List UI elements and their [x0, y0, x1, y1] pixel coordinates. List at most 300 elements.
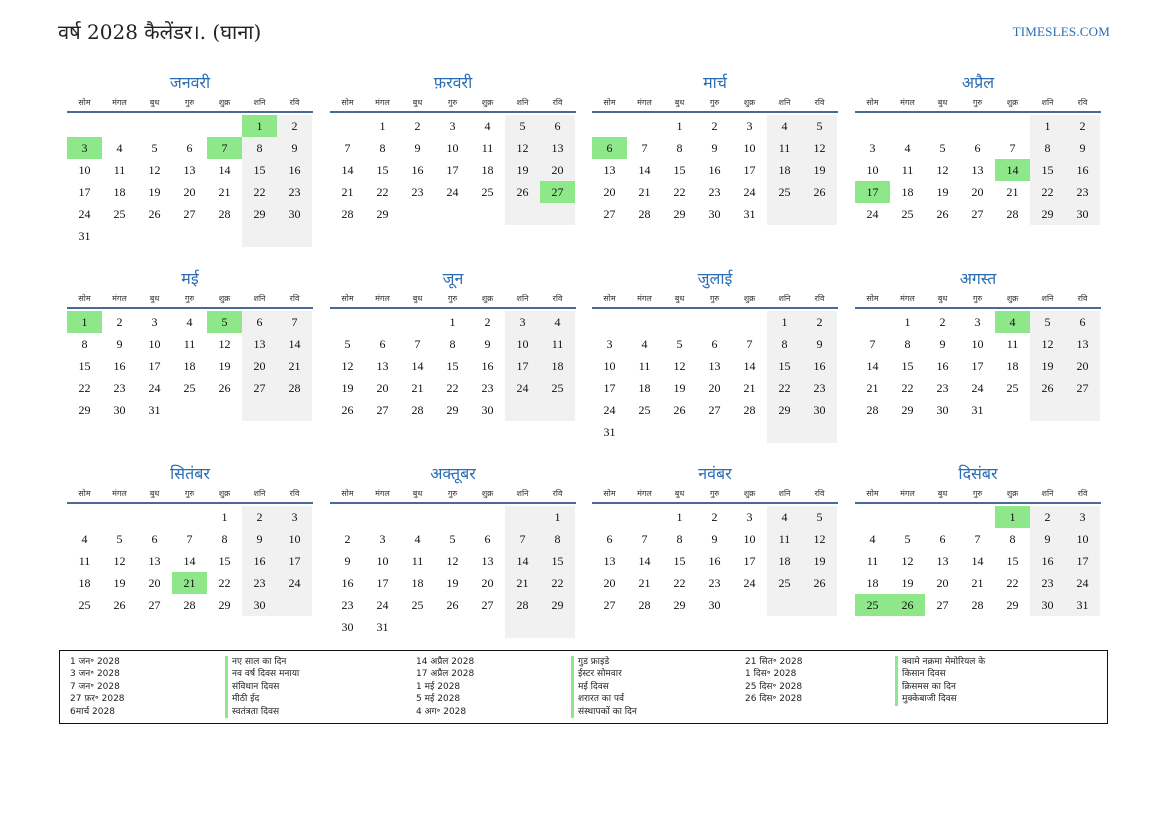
legend-date: 1 जन॰ 2028: [70, 657, 120, 667]
day-cell: 14: [638, 163, 651, 177]
empty-day-cell: [400, 311, 435, 333]
weekday-label: गुरु: [184, 98, 195, 107]
holiday-day-cell: 1: [995, 506, 1030, 528]
day-cell: 18: [78, 576, 91, 590]
day-cell: 2: [1030, 506, 1065, 528]
empty-day-cell: [172, 115, 207, 137]
day-cell: 12: [218, 337, 231, 351]
day-cell: 6: [484, 532, 491, 546]
day-cell: 18: [767, 159, 802, 181]
day-cell: 13: [603, 163, 616, 177]
day-cell: 19: [802, 159, 837, 181]
legend-date: 5 मई 2028: [416, 694, 461, 705]
day-cell: 29: [376, 207, 389, 221]
day-cell: 9: [1030, 528, 1065, 550]
day-cell: 11: [767, 528, 802, 550]
weekday-label: शनि: [1041, 294, 1054, 303]
legend-dates-col-2: [416, 656, 474, 718]
day-cell: 26: [446, 598, 459, 612]
day-cell: 14: [277, 333, 312, 355]
day-cell: 4: [869, 532, 876, 546]
day-cell: 17: [1065, 550, 1100, 572]
day-cell: 13: [1065, 333, 1100, 355]
weekday-label: शुक्र: [743, 489, 756, 498]
empty-day-cell: [470, 616, 505, 638]
weekday-label: बुध: [674, 294, 685, 303]
weekday-label: मंगल: [112, 489, 127, 498]
day-cell: 19: [341, 381, 354, 395]
day-cell: 18: [1006, 359, 1019, 373]
day-cell: 2: [711, 510, 718, 524]
day-cell: 4: [414, 532, 421, 546]
day-cell: 12: [341, 359, 354, 373]
day-cell: 15: [767, 355, 802, 377]
day-cell: 1: [1030, 115, 1065, 137]
weekday-header: [592, 97, 838, 113]
day-cell: 26: [148, 207, 161, 221]
day-cell: 23: [341, 598, 354, 612]
empty-day-cell: [505, 203, 540, 225]
weekday-label: गुरु: [972, 294, 983, 303]
day-cell: 7: [505, 528, 540, 550]
empty-day-cell: [102, 506, 137, 528]
month-name: मई: [181, 269, 199, 288]
day-cell: 29: [540, 594, 575, 616]
empty-day-cell: [277, 594, 312, 616]
day-cell: 24: [866, 207, 879, 221]
day-cell: 16: [708, 554, 721, 568]
day-cell: 17: [505, 355, 540, 377]
empty-day-cell: [627, 506, 662, 528]
day-cell: 3: [449, 119, 456, 133]
empty-day-cell: [767, 594, 802, 616]
weekday-label: बुध: [674, 98, 685, 107]
weekday-label: शुक्र: [1006, 489, 1019, 498]
month-calendar: [330, 269, 576, 421]
day-cell: 2: [484, 315, 491, 329]
empty-day-cell: [802, 421, 837, 443]
day-cell: 27: [376, 403, 389, 417]
day-cell: 22: [78, 381, 91, 395]
day-cell: 23: [277, 181, 312, 203]
day-cell: 30: [936, 403, 949, 417]
weekday-header: [330, 488, 576, 504]
day-cell: 8: [221, 532, 228, 546]
day-cell: 6: [540, 115, 575, 137]
weekday-label: सोम: [866, 489, 879, 498]
day-cell: 8: [540, 528, 575, 550]
day-cell: 16: [481, 359, 494, 373]
day-cell: 27: [603, 207, 616, 221]
day-cell: 23: [708, 576, 721, 590]
empty-day-cell: [802, 594, 837, 616]
day-cell: 21: [866, 381, 879, 395]
day-cell: 15: [446, 359, 459, 373]
day-cell: 26: [1030, 377, 1065, 399]
day-cell: 29: [673, 598, 686, 612]
weekday-label: सोम: [78, 98, 91, 107]
day-cell: 13: [708, 359, 721, 373]
weekday-label: सोम: [603, 98, 616, 107]
day-cell: 9: [414, 141, 421, 155]
days-grid: [67, 115, 313, 247]
empty-day-cell: [67, 506, 102, 528]
empty-day-cell: [505, 399, 540, 421]
day-cell: 5: [802, 115, 837, 137]
day-cell: 16: [708, 163, 721, 177]
day-cell: 29: [1030, 203, 1065, 225]
day-cell: 7: [1009, 141, 1016, 155]
empty-day-cell: [1065, 399, 1100, 421]
day-cell: 12: [936, 163, 949, 177]
day-cell: 27: [148, 598, 161, 612]
day-cell: 3: [606, 337, 613, 351]
month-calendar: [330, 73, 576, 225]
day-cell: 26: [802, 181, 837, 203]
day-cell: 8: [767, 333, 802, 355]
day-cell: 6: [606, 532, 613, 546]
weekday-label: मंगल: [112, 294, 127, 303]
weekday-label: रवि: [552, 294, 563, 303]
empty-day-cell: [277, 225, 312, 247]
empty-day-cell: [732, 421, 767, 443]
empty-day-cell: [767, 421, 802, 443]
day-cell: 2: [711, 119, 718, 133]
holiday-day-cell: 4: [995, 311, 1030, 333]
month-name: अप्रैल: [961, 73, 995, 92]
day-cell: 17: [148, 359, 161, 373]
day-cell: 26: [673, 403, 686, 417]
empty-day-cell: [662, 421, 697, 443]
weekday-label: सोम: [866, 294, 879, 303]
empty-day-cell: [890, 115, 925, 137]
weekday-label: गुरु: [709, 98, 720, 107]
day-cell: 13: [971, 163, 984, 177]
day-cell: 18: [866, 576, 879, 590]
day-cell: 3: [746, 119, 753, 133]
day-cell: 9: [344, 554, 351, 568]
weekday-label: सोम: [78, 294, 91, 303]
day-cell: 2: [414, 119, 421, 133]
empty-day-cell: [925, 506, 960, 528]
day-cell: 20: [971, 185, 984, 199]
day-cell: 21: [743, 381, 756, 395]
holiday-day-cell: 14: [995, 159, 1030, 181]
day-cell: 24: [743, 185, 756, 199]
weekday-label: बुध: [674, 489, 685, 498]
weekday-label: बुध: [412, 294, 423, 303]
weekday-header: [67, 488, 313, 504]
month-name: जनवरी: [169, 73, 211, 92]
day-cell: 3: [1065, 506, 1100, 528]
weekday-label: शुक्र: [481, 489, 494, 498]
day-cell: 19: [673, 381, 686, 395]
empty-day-cell: [400, 616, 435, 638]
legend-holiday-name: मई दिवस: [571, 681, 637, 693]
month-name: अगस्त: [959, 269, 997, 288]
empty-day-cell: [470, 203, 505, 225]
day-cell: 28: [505, 594, 540, 616]
weekday-label: रवि: [1077, 489, 1088, 498]
legend-holiday-name: नव वर्ष दिवस मनाया: [225, 668, 299, 680]
day-cell: 15: [242, 159, 277, 181]
day-cell: 5: [939, 141, 946, 155]
day-cell: 6: [242, 311, 277, 333]
day-cell: 31: [148, 403, 161, 417]
day-cell: 25: [183, 381, 196, 395]
day-cell: 15: [1030, 159, 1065, 181]
month-calendar: [855, 73, 1101, 225]
weekday-label: शुक्र: [218, 489, 231, 498]
day-cell: 20: [540, 159, 575, 181]
day-cell: 29: [673, 207, 686, 221]
day-cell: 23: [708, 185, 721, 199]
empty-day-cell: [277, 399, 312, 421]
empty-day-cell: [67, 115, 102, 137]
day-cell: 4: [81, 532, 88, 546]
day-cell: 29: [218, 598, 231, 612]
empty-day-cell: [960, 506, 995, 528]
empty-day-cell: [540, 203, 575, 225]
day-cell: 3: [746, 510, 753, 524]
day-cell: 19: [113, 576, 126, 590]
day-cell: 3: [869, 141, 876, 155]
empty-day-cell: [242, 399, 277, 421]
site-link[interactable]: TIMESLES.COM: [1012, 24, 1110, 39]
day-cell: 10: [743, 532, 756, 546]
day-cell: 26: [505, 181, 540, 203]
day-cell: 13: [376, 359, 389, 373]
day-cell: 18: [540, 355, 575, 377]
day-cell: 24: [376, 598, 389, 612]
day-cell: 28: [743, 403, 756, 417]
day-cell: 18: [901, 185, 914, 199]
day-cell: 24: [743, 576, 756, 590]
day-cell: 30: [708, 207, 721, 221]
day-cell: 6: [711, 337, 718, 351]
day-cell: 29: [78, 403, 91, 417]
day-cell: 20: [183, 185, 196, 199]
weekday-label: सोम: [341, 489, 354, 498]
day-cell: 25: [901, 207, 914, 221]
day-cell: 4: [767, 506, 802, 528]
day-cell: 30: [341, 620, 354, 634]
day-cell: 10: [376, 554, 389, 568]
legend-date: 1 दिस॰ 2028: [745, 669, 797, 680]
day-cell: 10: [78, 163, 91, 177]
day-cell: 21: [505, 572, 540, 594]
empty-day-cell: [697, 311, 732, 333]
day-cell: 30: [708, 598, 721, 612]
day-cell: 20: [936, 576, 949, 590]
day-cell: 2: [802, 311, 837, 333]
day-cell: 19: [802, 550, 837, 572]
weekday-header: [67, 97, 313, 113]
day-cell: 12: [1030, 333, 1065, 355]
legend-holiday-name: नए साल का दिन: [225, 656, 299, 668]
empty-day-cell: [137, 115, 172, 137]
legend-holiday-name: गुड फ्राइडे: [571, 656, 637, 668]
weekday-label: बुध: [937, 98, 948, 107]
weekday-label: गुरु: [184, 294, 195, 303]
day-cell: 16: [113, 359, 126, 373]
weekday-header: [855, 97, 1101, 113]
day-cell: 25: [481, 185, 494, 199]
empty-day-cell: [207, 225, 242, 247]
day-cell: 3: [974, 315, 981, 329]
day-cell: 24: [603, 403, 616, 417]
weekday-label: गुरु: [447, 294, 458, 303]
day-cell: 12: [802, 137, 837, 159]
day-cell: 5: [505, 115, 540, 137]
day-cell: 29: [446, 403, 459, 417]
empty-day-cell: [855, 506, 890, 528]
month-calendar: [67, 73, 313, 247]
day-cell: 13: [481, 554, 494, 568]
day-cell: 14: [743, 359, 756, 373]
day-cell: 8: [242, 137, 277, 159]
weekday-label: बुध: [412, 98, 423, 107]
legend-date: 26 दिस॰ 2028: [745, 694, 803, 705]
day-cell: 2: [277, 115, 312, 137]
day-cell: 9: [1065, 137, 1100, 159]
day-cell: 7: [186, 532, 193, 546]
day-cell: 22: [218, 576, 231, 590]
day-cell: 4: [116, 141, 123, 155]
weekday-label: गुरु: [184, 489, 195, 498]
legend-names-col-1: [225, 656, 299, 718]
weekday-label: मंगल: [637, 489, 652, 498]
day-cell: 7: [974, 532, 981, 546]
day-cell: 11: [481, 141, 494, 155]
day-cell: 3: [277, 506, 312, 528]
day-cell: 17: [743, 163, 756, 177]
weekday-label: शनि: [253, 489, 266, 498]
day-cell: 18: [183, 359, 196, 373]
day-cell: 15: [901, 359, 914, 373]
day-cell: 23: [936, 381, 949, 395]
day-cell: 28: [341, 207, 354, 221]
weekday-label: रवि: [289, 294, 300, 303]
day-cell: 26: [936, 207, 949, 221]
holiday-day-cell: 17: [855, 181, 890, 203]
day-cell: 15: [673, 163, 686, 177]
empty-day-cell: [890, 506, 925, 528]
day-cell: 13: [183, 163, 196, 177]
weekday-label: मंगल: [375, 489, 390, 498]
legend-date: 4 अग॰ 2028: [416, 706, 467, 717]
day-cell: 1: [449, 315, 456, 329]
weekday-header: [592, 488, 838, 504]
day-cell: 18: [411, 576, 424, 590]
weekday-label: सोम: [603, 294, 616, 303]
day-cell: 2: [1065, 115, 1100, 137]
empty-day-cell: [505, 616, 540, 638]
holiday-day-cell: 25: [855, 594, 890, 616]
day-cell: 28: [638, 598, 651, 612]
weekday-label: मंगल: [375, 294, 390, 303]
empty-day-cell: [592, 506, 627, 528]
empty-day-cell: [172, 506, 207, 528]
days-grid: [67, 506, 313, 616]
day-cell: 11: [411, 554, 424, 568]
weekday-label: शनि: [1041, 489, 1054, 498]
legend-holiday-name: किसान दिवस: [895, 668, 985, 680]
weekday-label: गुरु: [447, 98, 458, 107]
empty-day-cell: [925, 115, 960, 137]
day-cell: 19: [936, 185, 949, 199]
holiday-day-cell: 21: [172, 572, 207, 594]
day-cell: 11: [1006, 337, 1019, 351]
day-cell: 8: [1030, 137, 1065, 159]
day-cell: 30: [277, 203, 312, 225]
day-cell: 17: [446, 163, 459, 177]
day-cell: 23: [113, 381, 126, 395]
weekday-label: बुध: [149, 489, 160, 498]
day-cell: 20: [603, 576, 616, 590]
day-cell: 24: [78, 207, 91, 221]
day-cell: 13: [603, 554, 616, 568]
day-cell: 29: [901, 403, 914, 417]
day-cell: 2: [242, 506, 277, 528]
day-cell: 9: [711, 532, 718, 546]
empty-day-cell: [207, 115, 242, 137]
day-cell: 5: [904, 532, 911, 546]
empty-day-cell: [1030, 399, 1065, 421]
day-cell: 27: [971, 207, 984, 221]
day-cell: 22: [242, 181, 277, 203]
day-cell: 1: [676, 119, 683, 133]
weekday-label: गुरु: [972, 98, 983, 107]
day-cell: 1: [379, 119, 386, 133]
day-cell: 6: [939, 532, 946, 546]
day-cell: 10: [743, 141, 756, 155]
day-cell: 6: [1065, 311, 1100, 333]
day-cell: 2: [344, 532, 351, 546]
day-cell: 16: [1065, 159, 1100, 181]
holiday-day-cell: 7: [207, 137, 242, 159]
day-cell: 30: [481, 403, 494, 417]
weekday-label: शनि: [778, 98, 791, 107]
weekday-label: रवि: [1077, 98, 1088, 107]
month-calendar: [592, 73, 838, 225]
days-grid: [592, 311, 838, 443]
day-cell: 21: [341, 185, 354, 199]
weekday-label: शुक्र: [743, 294, 756, 303]
day-cell: 30: [1030, 594, 1065, 616]
day-cell: 16: [411, 163, 424, 177]
day-cell: 19: [901, 576, 914, 590]
day-cell: 1: [221, 510, 228, 524]
day-cell: 10: [603, 359, 616, 373]
weekday-label: शुक्र: [481, 294, 494, 303]
day-cell: 9: [484, 337, 491, 351]
day-cell: 6: [379, 337, 386, 351]
weekday-label: शुक्र: [1006, 98, 1019, 107]
weekday-label: रवि: [552, 489, 563, 498]
weekday-label: बुध: [937, 489, 948, 498]
empty-day-cell: [172, 399, 207, 421]
day-cell: 7: [641, 141, 648, 155]
empty-day-cell: [627, 421, 662, 443]
empty-day-cell: [435, 506, 470, 528]
weekday-label: शुक्र: [1006, 294, 1019, 303]
day-cell: 15: [78, 359, 91, 373]
day-cell: 25: [113, 207, 126, 221]
holiday-day-cell: 1: [67, 311, 102, 333]
month-calendar: [67, 464, 313, 616]
month-name: दिसंबर: [958, 464, 998, 483]
